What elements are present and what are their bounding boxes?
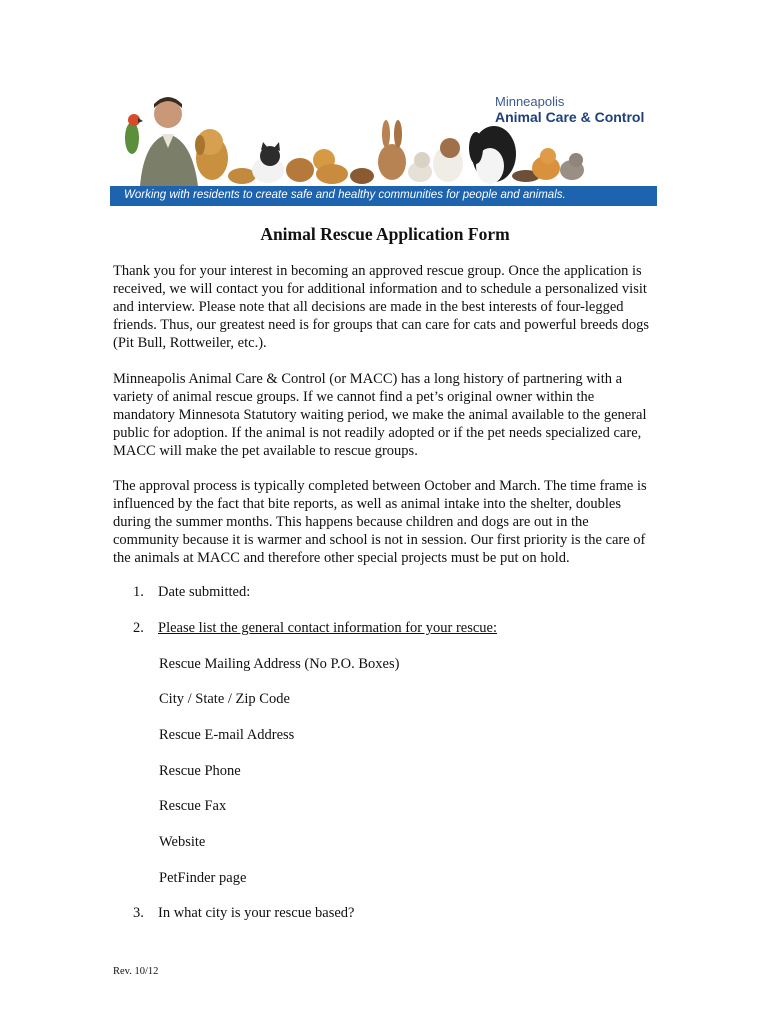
field-phone: Rescue Phone <box>159 763 241 779</box>
field-mailing-address: Rescue Mailing Address (No P.O. Boxes) <box>159 656 400 672</box>
tagline: Working with residents to create safe and healthy communities for people and animals. <box>124 189 566 201</box>
field-fax: Rescue Fax <box>159 798 227 814</box>
field-email: Rescue E-mail Address <box>159 727 295 743</box>
question-text: Please list the general contact information for your rescue: <box>158 620 498 636</box>
question-number: 3. <box>133 905 144 921</box>
header-banner <box>110 90 657 208</box>
question-1 <box>133 583 250 601</box>
field-petfinder: PetFinder page <box>159 870 247 886</box>
field-website: Website <box>159 834 206 850</box>
question-3 <box>133 904 355 922</box>
form-title: Animal Rescue Application Form <box>260 224 510 244</box>
approval-process-paragraph: The approval process is typically completed between October and March. The time frame is influenced by the fact that bite reports, as well as animal intake into the shelter, doubles during the summer months. This happens because children and dogs are out in the community because it is warmer and school is not in session. Our first priority is the care of the animals at MACC and therefore other special projects must be put on hold. <box>113 478 647 566</box>
animals-photo-collage <box>110 90 657 186</box>
revision-footer: Rev. 10/12 <box>113 966 159 977</box>
question-text: In what city is your rescue based? <box>158 905 355 921</box>
question-text: Date submitted: <box>158 584 251 600</box>
intro-paragraph: Thank you for your interest in becoming an approved rescue group. Once the application is received, we will contact you for additional information and to schedule a personalized visit and interview. Please note that all decisions are made in the best interests of four-legged friends. Thus, our greatest need is for groups that can care for cats and powerful breeds dogs (Pit Bull, Rottweiler, etc.). <box>113 263 650 351</box>
field-city-state-zip: City / State / Zip Code <box>159 691 290 707</box>
question-number: 1. <box>133 584 144 600</box>
partnership-paragraph: Minneapolis Animal Care & Control (or MACC) has a long history of partnering with a variety of animal rescue groups. If we cannot find a pet’s original owner within the mandatory Minnesota Statutory waiting period, we make the animal available to the general public for adoption. If the animal is not readily adopted or if the pet needs specialized care, MACC will make the pet available to rescue groups. <box>113 371 647 459</box>
org-name-line2: Animal Care & Control <box>495 109 645 125</box>
question-number: 2. <box>133 620 144 636</box>
tagline-bar <box>110 186 657 206</box>
question-2 <box>133 619 497 637</box>
org-name-line1: Minneapolis <box>495 94 565 109</box>
